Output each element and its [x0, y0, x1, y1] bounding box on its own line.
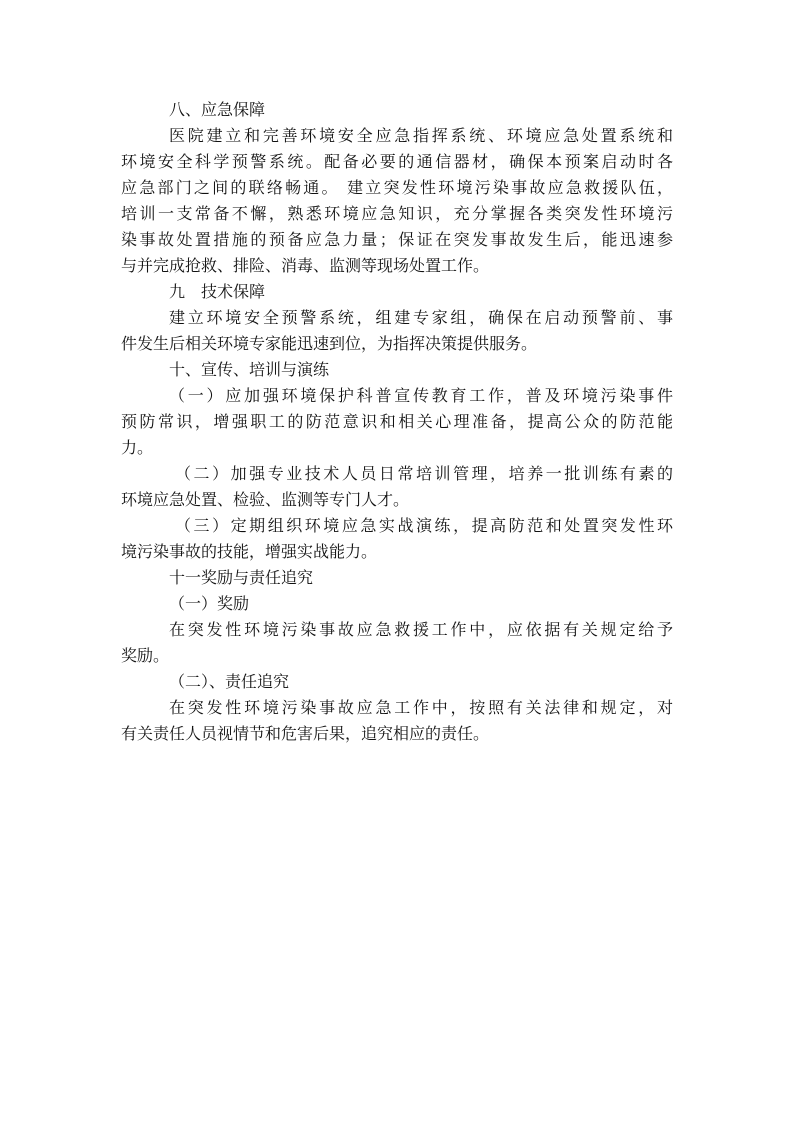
subheading-accountability: （二）、责任追究	[169, 672, 290, 691]
paragraph-line: 力。	[121, 438, 154, 457]
subheading-rewards: （一）奖励	[169, 594, 250, 613]
paragraph-line: 奖励。	[121, 646, 170, 665]
paragraph-line: （三）定期组织环境应急实战演练，提高防范和处置突发性环	[175, 516, 673, 535]
paragraph-line: 在突发性环境污染事故应急工作中，按照有关法律和规定，对	[169, 698, 673, 717]
paragraph-line: （二）加强专业技术人员日常培训管理，培养一批训练有素的	[175, 464, 673, 483]
paragraph-line: 件发生后相关环境专家能迅速到位，为指挥决策提供服务。	[121, 334, 538, 353]
paragraph-line: 环境安全科学预警系统。配备必要的通信器材，确保本预案启动时各	[121, 152, 673, 171]
paragraph-line: 境污染事故的技能，增强实战能力。	[121, 542, 378, 561]
paragraph-line: 建立环境安全预警系统，组建专家组，确保在启动预警前、事	[169, 308, 673, 327]
paragraph-line: 培训一支常备不懈，熟悉环境应急知识，充分掌握各类突发性环境污	[121, 204, 673, 223]
paragraph-line: 预防常识，增强职工的防范意识和相关心理准备，提高公众的防范能	[121, 412, 673, 431]
heading-publicity-training: 十、宣传、培训与演练	[169, 360, 330, 379]
document-body	[121, 97, 673, 747]
paragraph-line: 染事故处置措施的预备应急力量；保证在突发事故发生后，能迅速参	[121, 230, 673, 249]
paragraph-line: 应急部门之间的联络畅通。 建立突发性环境污染事故应急救援队伍，	[121, 178, 673, 197]
heading-rewards-accountability: 十一奖励与责任追究	[169, 568, 314, 587]
paragraph-line: 有关责任人员视情节和危害后果，追究相应的责任。	[121, 724, 490, 743]
paragraph-line: 医院建立和完善环境安全应急指挥系统、环境应急处置系统和	[169, 126, 673, 145]
paragraph-line: 环境应急处置、检验、监测等专门人才。	[121, 490, 410, 509]
paragraph-line: 与并完成抢救、排险、消毒、监测等现场处置工作。	[121, 256, 490, 275]
heading-technical-support: 九 技术保障	[169, 282, 266, 301]
paragraph-line: （一）应加强环境保护科普宣传教育工作，普及环境污染事件	[169, 386, 673, 405]
heading-emergency-support: 八、应急保障	[169, 100, 266, 119]
paragraph-line: 在突发性环境污染事故应急救援工作中，应依据有关规定给予	[169, 620, 673, 639]
